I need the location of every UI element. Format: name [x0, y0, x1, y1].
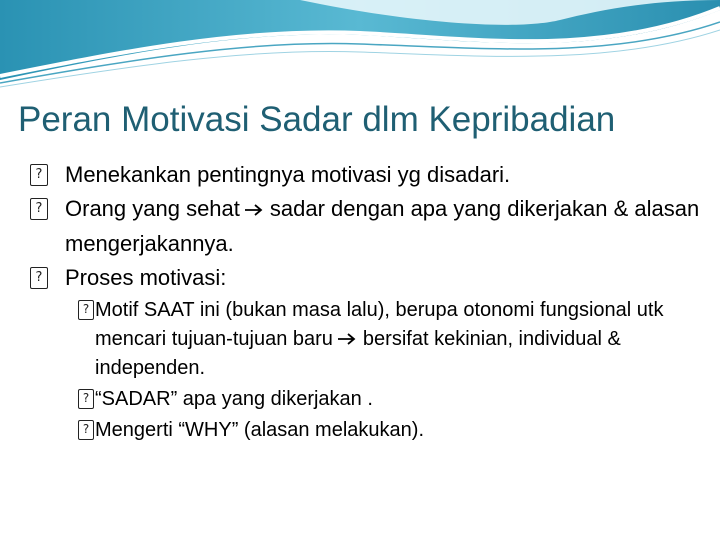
bullet-glyph-icon: ? — [78, 389, 94, 409]
sub-bullet-text: Mengerti “WHY” (alasan melakukan). — [95, 418, 424, 441]
bullet-glyph-icon: ? — [30, 267, 48, 289]
bullet-text: Proses motivasi: — [65, 264, 227, 290]
bullet-glyph-icon: ? — [30, 198, 48, 220]
sub-bullet-item — [30, 296, 710, 383]
slide-title: Peran Motivasi Sadar dlm Kepribadian — [18, 100, 616, 139]
sub-bullet-text-after: bersifat kekinian, individual & independen. — [95, 327, 621, 379]
bullet-item — [30, 192, 710, 260]
bullet-item — [30, 261, 710, 294]
bullet-text-after: sadar dengan apa yang dikerjakan & alasan mengerjakannya. — [65, 196, 700, 256]
bullet-text-before: Orang yang sehat — [65, 196, 240, 221]
right-arrow-icon — [337, 325, 359, 354]
sub-bullet-item — [30, 385, 710, 414]
sub-bullet-text-before: Motif SAAT ini (bukan masa lalu), berupa otonomi fungsional utk mencari tujuan-tujuan baru — [95, 298, 664, 350]
bullet-item — [30, 158, 710, 191]
sub-bullet-text: “SADAR” apa yang dikerjakan . — [95, 387, 373, 410]
slide-content — [30, 158, 710, 447]
bullet-text: Menekankan pentingnya motivasi yg disadari. — [65, 162, 511, 187]
sub-bullet-item — [30, 416, 710, 445]
bullet-glyph-icon: ? — [30, 164, 48, 186]
right-arrow-icon — [244, 194, 266, 227]
bullet-glyph-icon: ? — [78, 420, 94, 440]
bullet-glyph-icon: ? — [78, 300, 94, 320]
header-wave-decoration — [0, 0, 720, 90]
